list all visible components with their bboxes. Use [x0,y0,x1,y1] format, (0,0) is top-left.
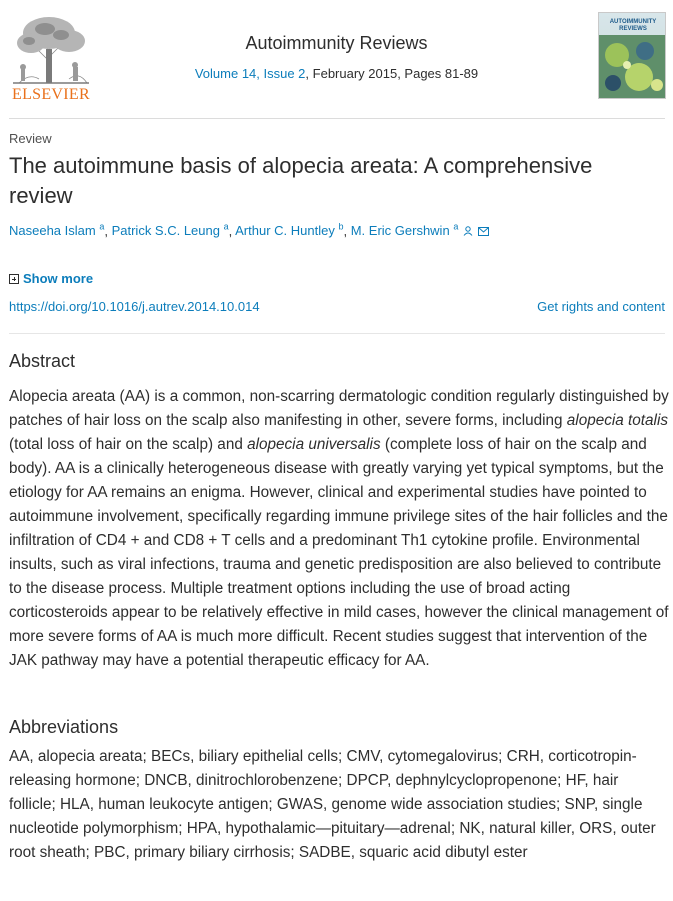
show-more-button[interactable] [9,271,93,286]
article-type: Review [9,131,52,146]
issue-date-pages: , February 2015, Pages 81-89 [305,66,479,81]
author-link[interactable]: Naseeha Islam $^a$ [9,222,105,239]
elsevier-wordmark: ELSEVIER [12,86,90,103]
author-link[interactable]: M. Eric Gershwin $^a$ [350,222,459,239]
show-more-label: Show more [23,271,94,286]
abbreviations-text: AA, alopecia areata; BECs, biliary epithelial cells; CMV, cytomegalovirus; CRH, corticotropin-releasing hormone; DNCB, dinitrochlorobenzene; DPCP, dephnylcyclopropenone; HF, hair follicle; HLA, human leukocyte antigen; GWAS, genome wide association studies; SNP, single nucleotide polymorphism; HPA, hypothalamic—pituitary—adrenal; NK, natural killer, ORS, outer root sheath; PBC, primary biliary cirrhosis; SADBE, squaric acid dibutyl ester [9,748,656,861]
term-alopecia-totalis: alopecia totalis [566,412,668,429]
abstract-text: Alopecia areata (AA) is a common, non-scarring dermatologic condition regularly distinguished by patches of hair loss on the scalp also manifesting in other, severe forms, including alopecia totalis (total loss of hair on the scalp) and alopecia universalis (complete loss of hair on the scalp and body). AA is a clinically heterogeneous disease with greatly varying yet typical symptoms, but the etiology for AA remains an enigma. However, clinical and experimental studies have pointed to autoimmune involvement, specifically regarding immune privilege sites of the hair follicles and the infiltration of CD4 + and CD8 + T cells and a predominant Th1 cytokine profile. Environmental insults, such as viral infections, trauma and genetic predisposition are also believed to contribute to the disease process. Multiple treatment options including the use of broad acting corticosteroids appear to be relatively effective in mild cases, however the clinical management of more severe forms of AA is much more difficult. Recent studies suggest that intervention of the JAK pathway may have a potential therapeutic efficacy for AA. [9,388,669,669]
author-link[interactable]: Arthur C. Huntley $^b$ [235,222,344,239]
abbreviations-heading: Abbreviations [9,717,119,737]
cover-title: AUTOIMMUNITY REVIEWS [609,19,657,32]
plus-box-icon [9,274,19,284]
elsevier-logo[interactable] [9,13,93,103]
journal-cover-thumbnail[interactable] [598,12,666,99]
journal-issue-info [0,66,673,81]
term-alopecia-universalis: alopecia universalis [247,436,381,453]
author-list: Naseeha Islam $^a$, Patrick S.C. Leung $^a$, Arthur C. Huntley $^b$, M. Eric Gershwin $^a$ [9,222,489,238]
header-divider [9,118,665,119]
author-link[interactable]: Patrick S.C. Leung $^a$ [111,222,229,239]
abstract-heading: Abstract [9,351,76,371]
section-divider [9,333,665,334]
person-icon[interactable] [463,226,473,236]
article-title: The autoimmune basis of alopecia areata: A comprehensive review [9,153,593,208]
journal-title-link[interactable]: Autoimmunity Reviews [245,33,428,53]
get-rights-link[interactable]: Get rights and content [537,299,665,314]
cover-artwork-icon [599,35,666,99]
envelope-icon[interactable] [478,227,489,236]
journal-header [0,0,673,118]
doi-link[interactable]: https://doi.org/10.1016/j.autrev.2014.10.014 [9,299,260,314]
volume-issue-link[interactable]: Volume 14, Issue 2 [194,66,306,81]
